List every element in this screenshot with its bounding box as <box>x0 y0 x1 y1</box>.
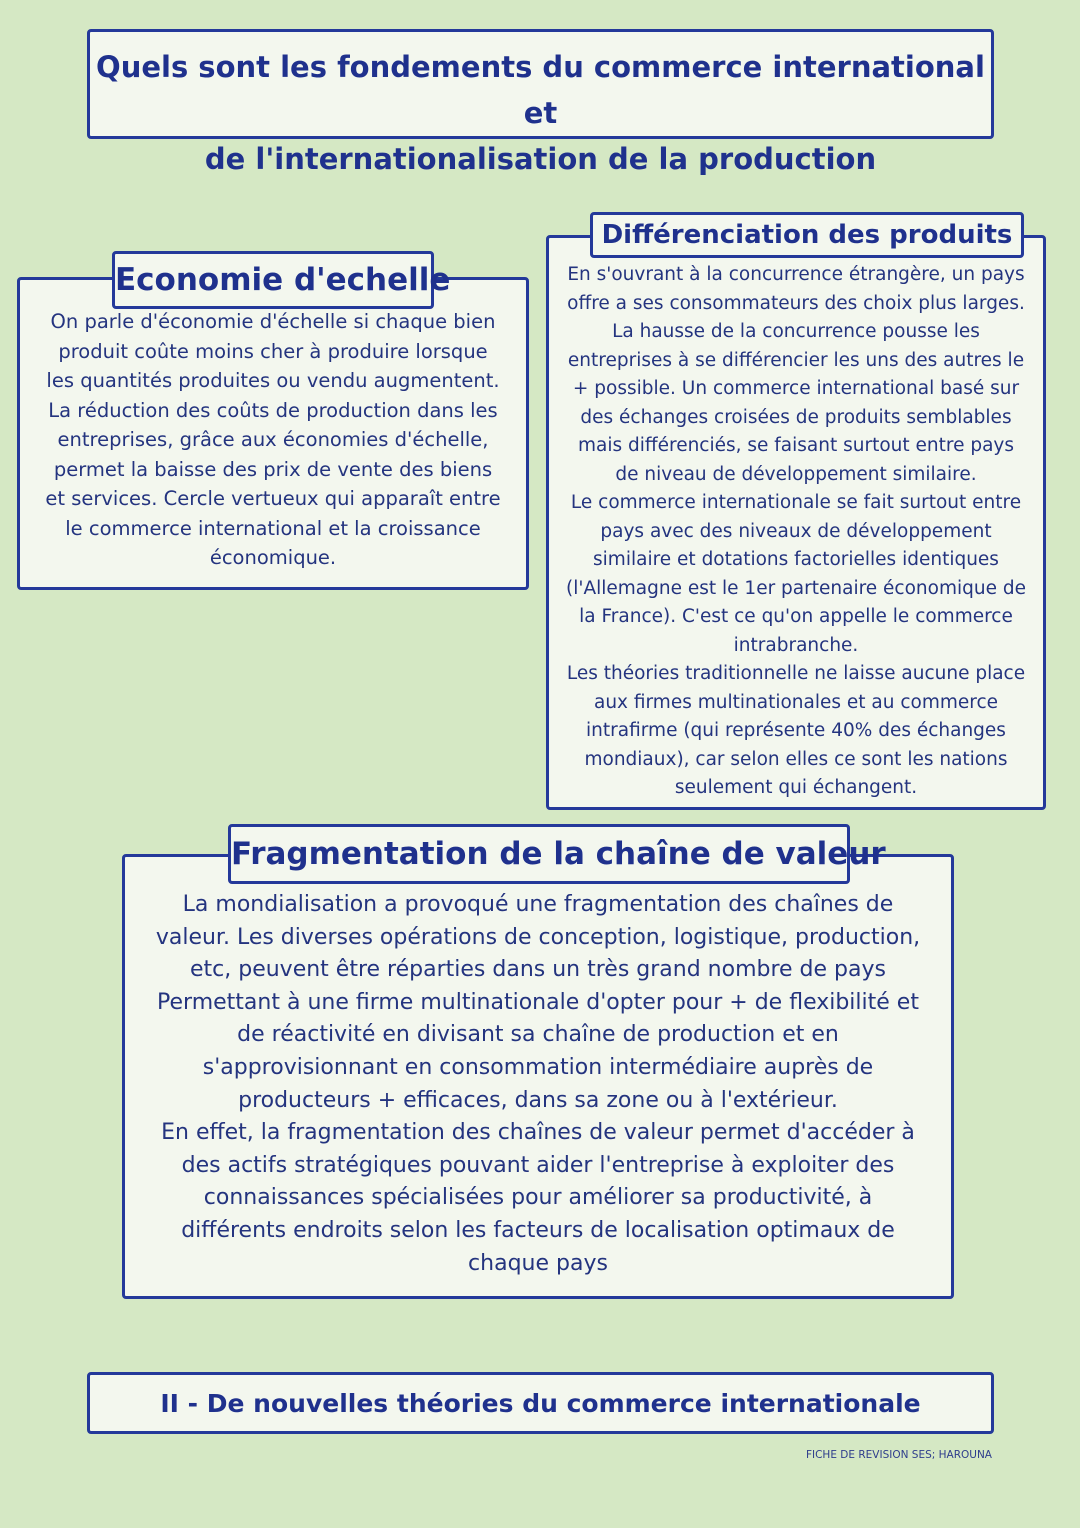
text-line: La mondialisation a provoqué une fragmentation des chaînes de <box>182 892 894 917</box>
text-line: des actifs stratégiques pouvant aider l'entreprise à exploiter des <box>181 1152 895 1178</box>
page-title-line-1: Quels sont les fondements du commerce international et <box>96 50 985 130</box>
text-line: produit coûte moins cher à produire lorsque <box>58 339 488 363</box>
text-line: seulement qui échangent. <box>674 777 918 798</box>
differenciation-text <box>546 261 1046 803</box>
text-line: offre a ses consommateurs des choix plus larges. <box>567 292 1025 314</box>
section-heading-box <box>87 1372 994 1434</box>
fragmentation-heading: Fragmentation de la chaîne de valeur <box>228 824 850 884</box>
footer-credit: FICHE DE REVISION SES; HAROUNA <box>805 1449 992 1461</box>
text-line: valeur. Les diverses opérations de conception, logistique, production, <box>155 924 921 950</box>
section-heading: II - De nouvelles théories du commerce internationale <box>160 1389 921 1418</box>
text-line: + possible. Un commerce international basé sur <box>572 378 1020 399</box>
text-line: connaissances spécialisées pour améliorer sa productivité, à <box>203 1185 873 1211</box>
text-line: entreprises, grâce aux économies d'échelle, <box>57 428 489 451</box>
text-line: de réactivité en divisant sa chaîne de production et en <box>237 1022 839 1048</box>
differenciation-heading: Différenciation des produits <box>590 212 1024 258</box>
text-line: différents endroits selon les facteurs de localisation optimaux de <box>181 1217 895 1243</box>
text-line: La hausse de la concurrence pousse les <box>612 321 980 342</box>
text-line: similaire et dotations factorielles identiques <box>593 549 999 570</box>
text-line: La réduction des coûts de production dans les <box>48 398 498 422</box>
text-line: le commerce international et la croissance <box>65 516 481 540</box>
text-line: de niveau de développement similaire. <box>615 463 977 485</box>
text-line: mondiaux), car selon elles ce sont les nations <box>584 748 1008 770</box>
fragmentation-text <box>122 889 954 1280</box>
text-line: permet la baisse des prix de vente des biens <box>53 457 493 481</box>
text-line: entreprises à se différencier les uns des autres le <box>567 349 1025 371</box>
text-line: On parle d'économie d'échelle si chaque bien <box>50 310 496 333</box>
economie-echelle-heading: Economie d'echelle <box>112 251 434 309</box>
text-line: et services. Cercle vertueux qui apparaît entre <box>45 487 501 510</box>
text-line: En s'ouvrant à la concurrence étrangère, un pays <box>567 264 1025 285</box>
text-line: mais différenciés, se faisant surtout entre pays <box>577 435 1015 456</box>
text-line: les quantités produites ou vendu augmentent. <box>46 369 500 392</box>
text-line: Le commerce internationale se fait surtout entre <box>570 492 1022 513</box>
text-line: En effet, la fragmentation des chaînes de valeur permet d'accéder à <box>161 1120 915 1146</box>
text-line: Permettant à une firme multinationale d'opter pour + de flexibilité et <box>157 989 919 1015</box>
text-line: chaque pays <box>468 1250 608 1276</box>
text-line: des échanges croisées de produits semblables <box>580 406 1012 428</box>
page-title <box>90 44 991 182</box>
text-line: Les théories traditionnelle ne laisse aucune place <box>566 663 1026 684</box>
text-line: économique. <box>209 546 337 569</box>
text-line: etc, peuvent être réparties dans un très grand nombre de pays <box>190 957 886 983</box>
text-line: aux firmes multinationales et au commerce <box>593 691 999 713</box>
text-line: (l'Allemagne est le 1er partenaire économique de <box>566 577 1026 599</box>
text-line: s'approvisionnant en consommation intermédiaire auprès de <box>202 1054 874 1080</box>
text-line: la France). C'est ce qu'on appelle le commerce <box>579 606 1013 627</box>
economie-echelle-text <box>17 307 529 573</box>
text-line: producteurs + efficaces, dans sa zone ou à l'extérieur. <box>238 1087 838 1113</box>
text-line: pays avec des niveaux de développement <box>600 520 992 542</box>
text-line: intrabranche. <box>733 634 859 656</box>
title-box <box>87 29 994 176</box>
text-line: intrafirme (qui représente 40% des échanges <box>586 720 1006 741</box>
page-title-line-2: de l'internationalisation de la production <box>204 142 877 176</box>
